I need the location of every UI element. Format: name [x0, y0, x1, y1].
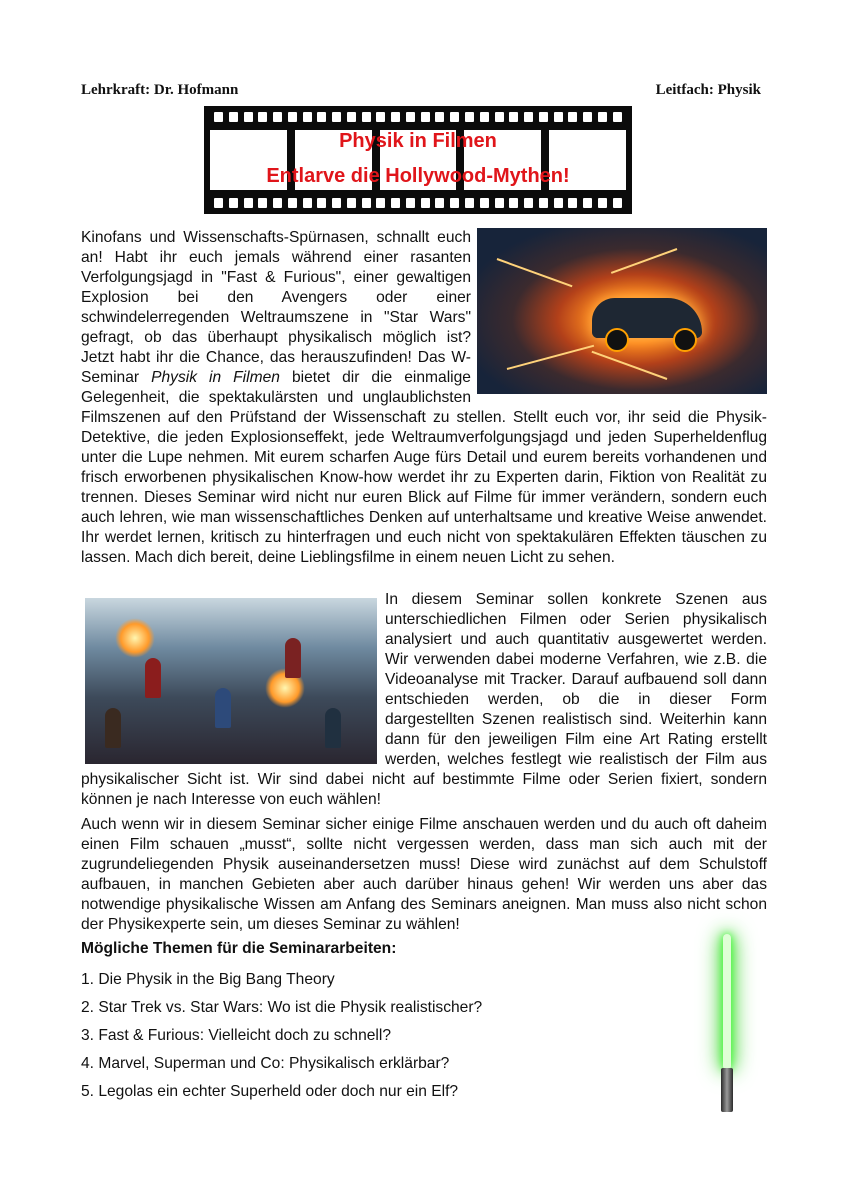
method-paragraph: [81, 590, 767, 810]
seminar-name: Physik in Filmen: [151, 369, 280, 386]
intro-text-start: Kinofans und Wissenschafts-Spürnasen, schnallt euch an! Habt ihr euch jemals während einer rasanten Verfolgungsjagd in "Fast & Furious", einer gewaltigen Explosion bei den Avengers oder einer schwindelerregenden Weltraumszene in "Star Wars" gefragt, ob das überhaupt physikalisch möglich ist? Jetzt habt ihr die Chance, das herauszufinden! Das W-Seminar: [81, 229, 471, 386]
subject-label: Leitfach: Physik: [655, 82, 761, 98]
note-paragraph: Auch wenn wir in diesem Seminar sicher einige Filme anschauen werden und du auch oft daheim einen Film schauen „musst“, sollte nicht vergessen werden, dass man sich auch mit der zugrundeliegenden Physik auseinandersetzen muss! Diese wird zunächst auf dem Schulstoff aufbauen, in manchen Gebieten aber auch darüber hinaus gehen! Wir werden uns aber das notwendige physikalische Wissen am Anfang des Seminars aneignen. Man muss also nicht schon der Physikexperte sein, um dieses Seminar zu wählen!: [81, 816, 767, 933]
car-explosion-image: [477, 228, 767, 394]
intro-text-end: bietet dir die einmalige Gelegenheit, die spektakulärsten und unglaublichsten Filmszenen auf den Prüfstand der Wissenschaft zu stellen. Stellt euch vor, ihr seid die Physik-Detektive, die jeden Explosionseffekt, jede Weltraumverfolgungsjagd und jeden Superheldenflug unter die Lupe nehmen. Mit eurem scharfen Auge fürs Detail und eurem bereits vorhandenen und frisch erworbenen physikalischen Know-how werdet ihr zu Experten darin, Fiktion von Realität zu trennen. Dieses Seminar wird nicht nur euren Blick auf Filme für immer verändern, sondern euch auch lehren, wie man wissenschaftliches Denken auf unterhaltsame und kreative Weise anwendet. Ihr werdet lernen, kritisch zu hinterfragen und euch nicht von spektakulären Effekten täuschen zu lassen. Mach dich bereit, deine Lieblingsfilme in einem neuen Licht zu sehen.: [81, 369, 767, 566]
topic-item: 3. Fast & Furious: Vielleicht doch zu schnell?: [81, 1027, 392, 1044]
film-strip-banner: [204, 106, 632, 214]
topics-heading: Mögliche Themen für die Seminararbeiten:: [81, 940, 397, 957]
superhero-battle-image: [85, 598, 377, 764]
topic-item: 1. Die Physik in the Big Bang Theory: [81, 971, 335, 988]
intro-paragraph: [81, 228, 767, 568]
teacher-label: Lehrkraft: Dr. Hofmann: [81, 82, 239, 98]
film-perforation-bottom: [214, 198, 622, 208]
method-text: In diesem Seminar sollen konkrete Szenen aus unterschiedlichen Filmen oder Serien physikalisch analysiert und auch quantitativ ausgewertet werden. Wir verwenden dabei moderne Verfahren, wie z.B. die Videoanalyse mit Tracker. Darauf aufbauend soll dann entschieden werden, ob die in dieser Form dargestellten Szenen realistisch sind. Weiterhin kann dann für den jeweiligen Film eine Art Rating erstellt werden, welches festlegt wie realistisch der Film aus physikalischer Sicht ist. Wir sind dabei nicht auf bestimmte Filme oder Serien fixiert, sondern können je nach Interesse von euch wählen!: [81, 591, 767, 808]
topic-item: 4. Marvel, Superman und Co: Physikalisch erklärbar?: [81, 1055, 450, 1072]
banner-subtitle: Entlarve die Hollywood-Mythen!: [266, 165, 570, 187]
topic-item: 2. Star Trek vs. Star Wars: Wo ist die Physik realistischer?: [81, 999, 483, 1016]
banner-title: Physik in Filmen: [339, 130, 497, 152]
film-perforation-top: [214, 112, 622, 122]
lightsaber-image: [716, 934, 738, 1114]
topic-item: 5. Legolas ein echter Superheld oder doch nur ein Elf?: [81, 1083, 459, 1100]
